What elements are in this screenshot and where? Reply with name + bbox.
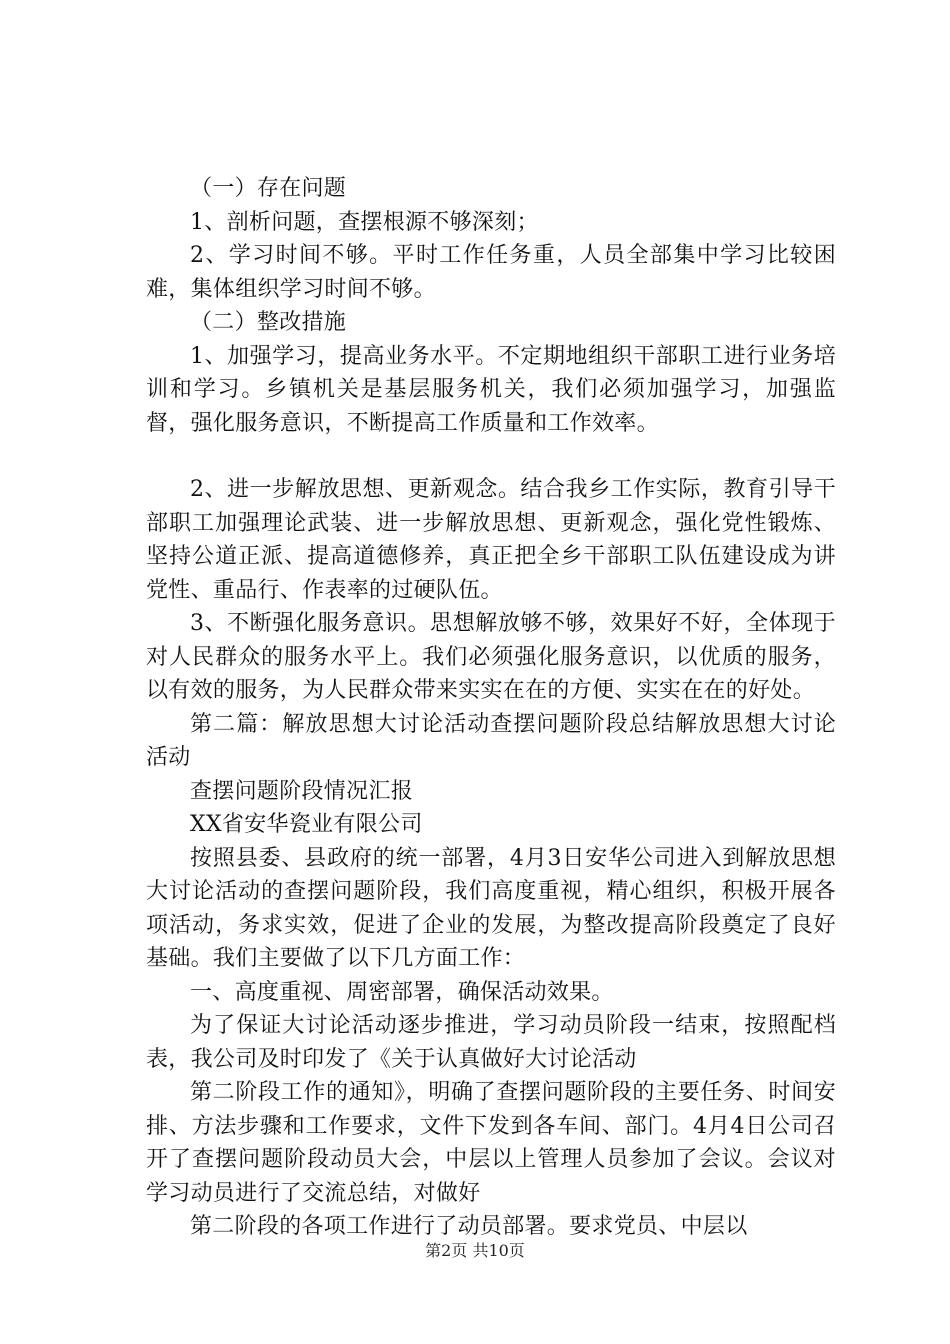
paragraph-point-one-c: 第二阶段的各项工作进行了动员部署。要求党员、中层以 [190, 1214, 748, 1239]
paragraph-measure-1: 1、加强学习，提高业务水平。不定期地组织干部职工进行业务培训和学习。乡镇机关是基层服务机关，我们必须加强学习，加强监督，强化服务意识，不断提高工作质量和工作效率。 [146, 343, 836, 436]
paragraph-point-one-b: 第二阶段工作的通知》，明确了查摆问题阶段的主要任务、时间安排、方法步骤和工作要求，文件下发到各车间、部门。4月4日公司召开了查摆问题阶段动员大会，中层以上管理人员参加了会议。会议对学习动员进行了交流总结，对做好 [146, 1080, 836, 1206]
company-name: XX省安华瓷业有限公司 [190, 812, 423, 837]
report-title: 查摆问题阶段情况汇报 [190, 778, 414, 804]
paragraph-measure-3: 3、不断强化服务意识。思想解放够不够，效果好不好，全体现于对人民群众的服务水平上。我们必须强化服务意识，以优质的服务，以有效的服务，为人民群众带来实实在在的方便、实实在在的好处。 [146, 611, 836, 703]
document-body [146, 172, 836, 1244]
paragraph-measure-2: 2、进一步解放思想、更新观念。结合我乡工作实际，教育引导干部职工加强理论武装、进一步解放思想、更新观念，强化党性锻炼、坚持公道正派、提高道德修养，真正把全乡干部职工队伍建设成为讲党性、重品行、作表率的过硬队伍。 [146, 477, 836, 603]
paragraph-point-one-a: 为了保证大讨论活动逐步推进，学习动员阶段一结束，按照配档表，我公司及时印发了《关于认真做好大讨论活动 [146, 1013, 836, 1072]
heading-rectification-measures: （二）整改措施 [190, 310, 347, 335]
section-title-part-two: 第二篇：解放思想大讨论活动查摆问题阶段总结解放思想大讨论活动 [146, 711, 836, 770]
heading-existing-problems: （一）存在问题 [190, 176, 347, 201]
paragraph-intro: 按照县委、县政府的统一部署，4月3日安华公司进入到解放思想大讨论活动的查摆问题阶段，我们高度重视，精心组织，积极开展各项活动，务求实效，促进了企业的发展，为整改提高阶段奠定了良好基础。我们主要做了以下几方面工作： [146, 845, 836, 971]
heading-point-one: 一、高度重视、周密部署，确保活动效果。 [190, 979, 614, 1005]
page-number-footer: 第2页 共10页 [425, 1241, 525, 1260]
paragraph-problem-2: 2、学习时间不够。平时工作任务重，人员全部集中学习比较困难，集体组织学习时间不够。 [146, 243, 836, 302]
paragraph-problem-1: 1、剖析问题，查摆根源不够深刻； [190, 209, 539, 235]
